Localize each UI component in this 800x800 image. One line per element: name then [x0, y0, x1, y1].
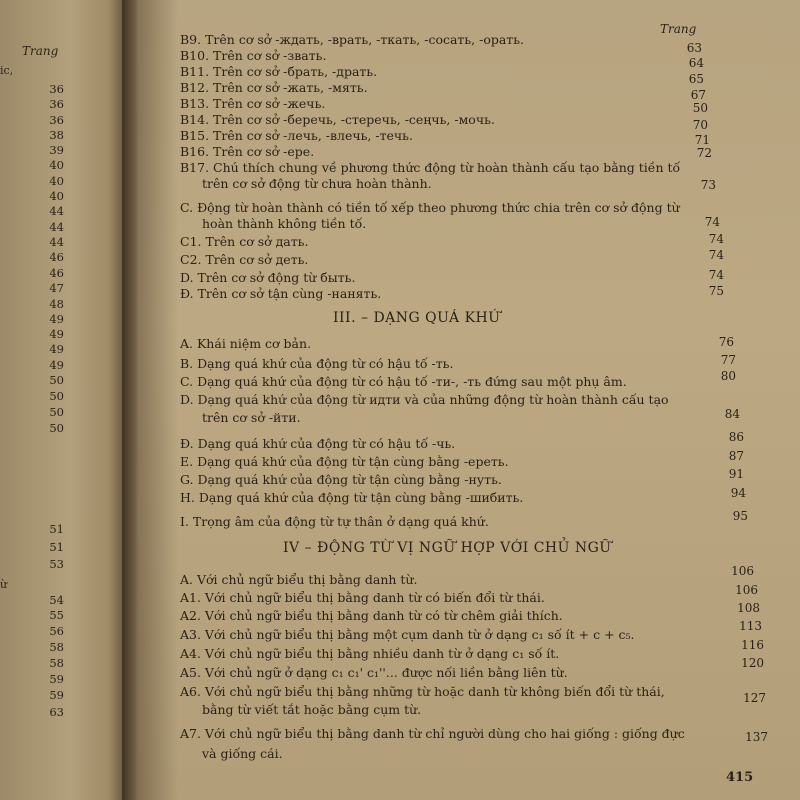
- left-page-number: 49: [49, 358, 64, 372]
- toc-page-number: 95: [732, 509, 748, 523]
- toc-entry: A4. Với chủ ngữ biểu thị bằng nhiều danh từ ở dạng c₁ số ít.: [180, 646, 560, 661]
- left-page-number: 40: [49, 189, 64, 203]
- toc-page-number: 87: [728, 449, 744, 463]
- left-page-number: 50: [49, 405, 64, 419]
- toc-entry: hoàn thành không tiền tố.: [202, 216, 367, 231]
- toc-page-number: 75: [708, 284, 724, 298]
- toc-entry: B15. Trên cơ sở -лечь, -влечь, -течь.: [180, 128, 413, 143]
- left-page-number: 46: [49, 250, 64, 264]
- left-page-number: 49: [49, 312, 64, 326]
- section-4-title: IV – ĐỘNG TỪ VỊ NGỮ HỢP VỚI CHỦ NGỮ: [283, 540, 612, 556]
- left-page-number: 59: [49, 672, 64, 686]
- left-page-number: 36: [49, 82, 64, 96]
- left-page-header: Trang: [22, 44, 59, 58]
- left-page-number: 55: [49, 608, 64, 622]
- toc-entry: Đ. Trên cơ sở tận cùng -нанять.: [180, 286, 382, 301]
- left-page-number: 54: [49, 593, 64, 607]
- toc-entry: B12. Trên cơ sở -жать, -мять.: [180, 80, 368, 95]
- left-page-number: 44: [49, 235, 64, 249]
- section-3-title: III. – DẠNG QUÁ KHỨ: [333, 310, 501, 326]
- toc-page-number: 116: [741, 638, 764, 652]
- toc-entry: B9. Trên cơ sở -ждать, -врать, -ткать, -сосать, -орать.: [180, 32, 524, 47]
- left-page-number: 40: [49, 174, 64, 188]
- toc-entry: B16. Trên cơ sở -ере.: [180, 144, 315, 159]
- left-page-number: 46: [49, 266, 64, 280]
- toc-page-number: 72: [696, 146, 712, 160]
- right-page-header: Trang: [660, 22, 697, 36]
- toc-page-number: 77: [720, 353, 736, 367]
- toc-entry: và giống cái.: [202, 746, 283, 761]
- toc-page-number: 106: [735, 583, 758, 597]
- left-page-number: 38: [49, 128, 64, 142]
- toc-entry: B17. Chú thích chung về phương thức động từ hoàn thành cấu tạo bằng tiền tố: [180, 160, 681, 175]
- toc-page-number: 91: [728, 467, 744, 481]
- left-page-number: 58: [49, 640, 64, 654]
- toc-entry: C2. Trên cơ sở деть.: [180, 252, 309, 267]
- left-fragment-1: ic,: [0, 64, 14, 77]
- toc-entry: B13. Trên cơ sở -жечь.: [180, 96, 326, 111]
- toc-entry: A7. Với chủ ngữ biểu thị bằng danh từ chỉ người dùng cho hai giống : giống đực: [180, 726, 685, 741]
- toc-page-number: 74: [708, 232, 724, 246]
- left-page-number: 49: [49, 327, 64, 341]
- toc-entry: Đ. Dạng quá khứ của động từ có hậu tố -чь.: [180, 436, 456, 451]
- left-page-number: 39: [49, 143, 64, 157]
- toc-page-number: 71: [694, 133, 710, 147]
- toc-entry: A. Khái niệm cơ bản.: [180, 336, 312, 351]
- toc-page-number: 67: [690, 88, 706, 102]
- toc-entry: A5. Với chủ ngữ ở dạng c₁ c₁' c₁''... được nối liền bằng liên từ.: [180, 665, 568, 680]
- left-page-number: 59: [49, 688, 64, 702]
- toc-page-number: 113: [739, 619, 762, 633]
- toc-entry: C. Động từ hoàn thành có tiền tố xếp theo phương thức chia trên cơ sở động từ: [180, 200, 680, 215]
- toc-entry: A2. Với chủ ngữ biểu thị bằng danh từ có từ chêm giải thích.: [180, 608, 563, 623]
- right-page: [138, 0, 800, 800]
- toc-page-number: 106: [731, 564, 754, 578]
- left-page-number: 51: [49, 522, 64, 536]
- left-page-number: 47: [49, 281, 64, 295]
- toc-page-number: 74: [704, 215, 720, 229]
- toc-entry: B14. Trên cơ sở -беречь, -стеречь, -сеңчь, -мочь.: [180, 112, 495, 127]
- left-page-number: 56: [49, 624, 64, 638]
- left-page-number: 36: [49, 113, 64, 127]
- toc-entry: E. Dạng quá khứ của động từ tận cùng bằng -ереть.: [180, 454, 509, 469]
- toc-entry: A3. Với chủ ngữ biểu thị bằng một cụm danh từ ở dạng c₁ số ít + c + c₅.: [180, 627, 635, 642]
- toc-entry: B. Dạng quá khứ của động từ có hậu tố -ть.: [180, 356, 454, 371]
- left-page-number: 36: [49, 97, 64, 111]
- toc-page-number: 64: [688, 56, 704, 70]
- toc-page-number: 50: [692, 101, 708, 115]
- toc-entry: C. Dạng quá khứ của động từ có hậu tố -ти-, -ть đứng sau một phụ âm.: [180, 374, 627, 389]
- toc-page-number: 108: [737, 601, 760, 615]
- left-fragment-2: ừ: [0, 578, 8, 591]
- toc-page-number: 120: [741, 656, 764, 670]
- left-page-number: 50: [49, 421, 64, 435]
- toc-entry: trên cơ sở -йти.: [202, 410, 301, 425]
- page-shadow: [138, 0, 178, 800]
- left-page-number: 49: [49, 342, 64, 356]
- toc-entry: H. Dạng quá khứ của động từ tận cùng bằng -шибить.: [180, 490, 524, 505]
- toc-entry: C1. Trên cơ sở дать.: [180, 234, 309, 249]
- toc-page-number: 70: [692, 118, 708, 132]
- toc-page-number: 76: [718, 335, 734, 349]
- left-page-number: 63: [49, 705, 64, 719]
- toc-entry: A. Với chủ ngữ biểu thị bằng danh từ.: [180, 572, 418, 587]
- toc-page-number: 86: [728, 430, 744, 444]
- left-page-number: 58: [49, 656, 64, 670]
- toc-page-number: 63: [686, 41, 702, 55]
- toc-page-number: 65: [688, 72, 704, 86]
- toc-entry: D. Dạng quá khứ của động từ идти và của những động từ hoàn thành cấu tạo: [180, 392, 669, 407]
- left-page-number: 50: [49, 389, 64, 403]
- toc-page-number: 84: [724, 407, 740, 421]
- toc-page-number: 74: [708, 248, 724, 262]
- toc-entry: A6. Với chủ ngữ biểu thị bằng những từ hoặc danh từ không biến đổi từ thái,: [180, 684, 665, 699]
- toc-page-number: 80: [720, 369, 736, 383]
- toc-entry: D. Trên cơ sở động từ быть.: [180, 270, 356, 285]
- left-page-number: 44: [49, 204, 64, 218]
- left-page-number: 51: [49, 540, 64, 554]
- toc-page-number: 127: [743, 691, 766, 705]
- left-page-number: 53: [49, 557, 64, 571]
- left-page-number: 40: [49, 158, 64, 172]
- toc-entry: bằng từ viết tắt hoặc bằng cụm từ.: [202, 702, 422, 717]
- page-number: 415: [726, 770, 754, 785]
- toc-entry: G. Dạng quá khứ của động từ tận cùng bằng -нуть.: [180, 472, 502, 487]
- toc-entry: B10. Trên cơ sở -звать.: [180, 48, 327, 63]
- toc-entry: B11. Trên cơ sở -брать, -драть.: [180, 64, 378, 79]
- toc-page-number: 137: [745, 730, 768, 744]
- toc-entry: trên cơ sở động từ chưa hoàn thành.: [202, 176, 432, 191]
- toc-page-number: 73: [700, 178, 716, 192]
- left-page-number: 48: [49, 297, 64, 311]
- left-page: [0, 0, 128, 800]
- left-page-number: 50: [49, 373, 64, 387]
- toc-page-number: 74: [708, 268, 724, 282]
- toc-entry: A1. Với chủ ngữ biểu thị bằng danh từ có biến đổi từ thái.: [180, 590, 545, 605]
- left-page-number: 44: [49, 220, 64, 234]
- toc-page-number: 94: [730, 486, 746, 500]
- toc-entry: I. Trọng âm của động từ tự thân ở dạng quá khứ.: [180, 514, 489, 529]
